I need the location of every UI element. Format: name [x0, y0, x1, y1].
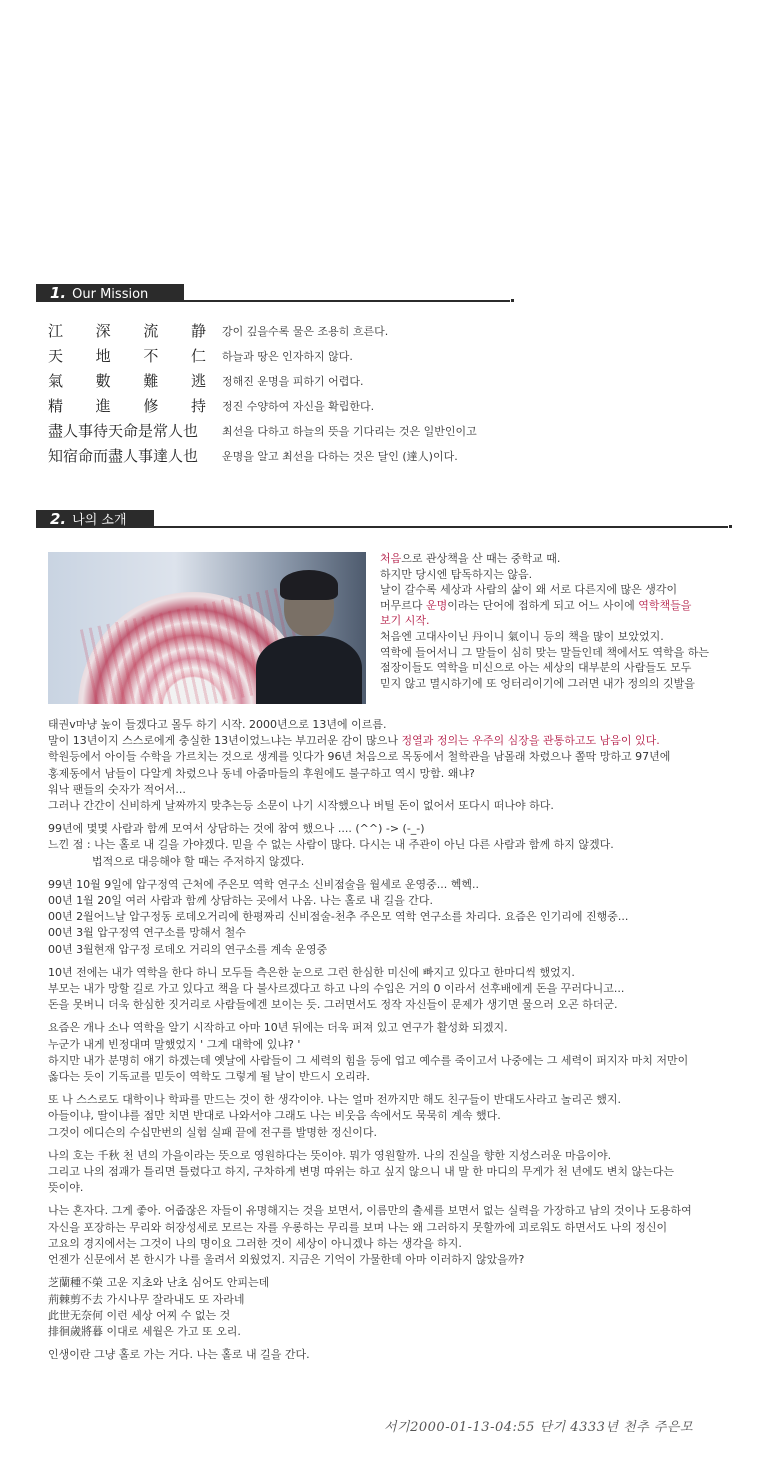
text-line: 00년 2월어느날 압구정동 로데오거리에 한평짜리 신비점술-천추 주은모 역학 연구소를 차리다. 요즘은 인기리에 진행중...	[48, 910, 629, 924]
text-line: 하지만 내가 분명히 얘기 하겠는데 옛날에 사람들이 그 세력의 힘을 등에 업고 예수를 죽이고서 나중에는 그 세력이 퍼지자 마치 저만이	[48, 1053, 689, 1067]
profile-photo	[48, 552, 366, 704]
portrait-hair	[280, 570, 338, 600]
hanja-char: 修	[143, 397, 159, 415]
section-rule	[154, 526, 728, 528]
hanja-char: 江	[48, 322, 64, 340]
highlight-text: 운명	[426, 598, 448, 612]
section-header-intro	[36, 510, 736, 528]
paragraph	[48, 965, 738, 1014]
text-line	[48, 733, 738, 749]
text-line: 00년 1월 20일 여러 사람과 함께 상담하는 곳에서 나옴. 나는 홀로 내 길을 간다.	[48, 894, 433, 908]
text-line: 10년 전에는 내가 역학을 한다 하니 모두들 측은한 눈으로 그런 한심한 미신에 빠지고 있다고 한마디씩 했었지.	[48, 965, 575, 979]
section-rule	[184, 300, 510, 302]
poem	[48, 1275, 738, 1340]
text-line: 언젠가 신문에서 본 한시가 나를 울려서 외웠었지. 지금은 기억이 가물한데 아마 이러하지 않았을까?	[48, 1253, 525, 1267]
text-line: 인생이란 그냥 홀로 가는 거다. 나는 홀로 내 길을 간다.	[48, 1348, 310, 1362]
text-line: 돈을 못버니 더욱 한심한 짓거리로 사람들에겐 보이는 듯. 그러면서도 정작 자신들이 문제가 생기면 물으러 오곤 하더군.	[48, 998, 618, 1012]
hanja-char: 持	[190, 397, 206, 415]
paragraph	[48, 1020, 738, 1085]
mission-meaning: 하늘과 땅은 인자하지 않다.	[222, 350, 353, 363]
intro-line: 날이 갈수록 세상과 사람의 삶이 왜 서로 다른지에 많은 생각이	[380, 583, 678, 597]
section-tab	[36, 510, 154, 528]
paragraph	[48, 877, 738, 958]
mission-meaning: 최선을 다하고 하늘의 뜻을 기다리는 것은 일반인이고	[222, 425, 477, 438]
mission-meaning: 운명을 알고 최선을 다하는 것은 달인 (達人)이다.	[222, 450, 458, 463]
text-line: 00년 3월 압구정역 연구소를 망해서 철수	[48, 926, 246, 940]
hanja-char: 進	[95, 397, 111, 415]
section-rule-end	[511, 299, 514, 302]
hanja-char: 流	[143, 322, 159, 340]
text-line: 그것이 에디슨의 수십만번의 실험 실패 끝에 전구를 발명한 정신이다.	[48, 1125, 377, 1139]
text: 말이 13년이지 스스로에게 충실한 13년이었느냐는 부끄러운 감이 많으나	[48, 734, 402, 748]
text-line: 나는 혼자다. 그게 좋아. 어줍잖은 자들이 유명해지는 것을 보면서, 이름만의 출세를 보면서 없는 실력을 가장하고 남의 것이나 도용하여	[48, 1204, 692, 1218]
text-line: 태권v마냥 높이 들겠다고 몰두 하기 시작. 2000년으로 13년에 이르름.	[48, 718, 387, 731]
text-line: 워낙 팬들의 숫자가 적어서...	[48, 782, 186, 796]
text: 으로 관상책을 산 때는 중학교 때.	[401, 552, 561, 565]
mission-hanja: 盡人事待天命是常人也	[48, 422, 199, 440]
intro-line: 점장이들도 역학을 미신으로 아는 세상의 대부분의 사람들도 모두	[380, 661, 692, 675]
poem-line: 排徊歲將暮 이대로 세월은 가고 또 오리.	[48, 1324, 241, 1338]
mission-meaning: 강이 깊을수록 물은 조용히 흐른다.	[222, 325, 389, 338]
text: 머무르다	[380, 598, 427, 612]
mission-meaning: 정진 수양하여 자신을 확립한다.	[222, 400, 375, 413]
section-title: Our Mission	[72, 287, 149, 302]
mission-hanja: 知宿命而盡人事達人也	[48, 447, 199, 465]
hanja-char: 深	[95, 322, 111, 340]
intro-line: 처음엔 고대사이닌 丹이니 氣이니 등의 책을 많이 보았었지.	[380, 629, 664, 643]
intro-line	[380, 598, 740, 614]
text-line: 옳다는 듯이 기독교를 믿듯이 역학도 그렇게 될 날이 반드시 오리라.	[48, 1070, 370, 1084]
hanja-char: 仁	[190, 347, 206, 365]
text-line: 누군가 내게 빈정대며 말했었지 ' 그게 대학에 있냐? '	[48, 1037, 301, 1051]
highlight-text: 역학책들을	[638, 598, 692, 612]
text-line: 자신을 포장하는 무리와 허장성세로 모르는 자를 우롱하는 무리를 보며 나는 왜 그러하지 못할까에 괴로워도 하면서도 나의 정신이	[48, 1220, 668, 1234]
section-tab	[36, 284, 184, 302]
intro-line: 하지만 당시엔 탐독하지는 않음.	[380, 567, 533, 581]
text-line: 학원등에서 아이들 수학을 가르치는 것으로 생계를 잇다가 96년 처음으로 목동에서 철학관을 남몰래 차렸으나 쫄딱 망하고 97년에	[48, 750, 671, 764]
mission-hanja	[48, 320, 206, 341]
text-line: 99년에 몇몇 사람과 함께 모여서 상담하는 것에 참여 했으나 .... (^^) -> (-_-)	[48, 822, 425, 836]
text-line: 부모는 내가 망할 길로 가고 있다고 책을 다 불사르겠다고 하고 나의 수입은 거의 0 이라서 선후배에게 돈을 꾸러다니고...	[48, 982, 625, 996]
paragraph	[48, 1092, 738, 1141]
portrait-image	[256, 562, 362, 704]
mission-meaning: 정해진 운명을 피하기 어렵다.	[222, 375, 364, 388]
hanja-char: 静	[190, 322, 206, 340]
hanja-char: 逃	[190, 372, 206, 390]
section-header-mission	[36, 284, 514, 302]
poem-line: 芝蘭種不榮 고운 지초와 난초 심어도 안피는데	[48, 1276, 270, 1290]
intro-text	[380, 551, 740, 691]
poem-line: 荊棘剪不去 가시나무 잘라내도 또 자라네	[48, 1292, 245, 1306]
paragraph	[48, 821, 738, 870]
hanja-char: 數	[95, 372, 111, 390]
hanja-char: 難	[143, 372, 159, 390]
biography-text	[48, 717, 738, 1370]
text-line: 요즘은 개나 소나 역학을 알기 시작하고 아마 10년 뒤에는 더욱 퍼져 있고 연구가 활성화 되겠지.	[48, 1021, 508, 1035]
intro-line	[380, 551, 740, 567]
hanja-char: 精	[48, 397, 64, 415]
section-rule-end	[729, 525, 732, 528]
paragraph	[48, 1148, 738, 1197]
mission-hanja	[48, 345, 206, 366]
intro-line: 믿지 않고 멸시하기에 또 엉터리이기에 그러면 내가 정의의 깃발을	[380, 676, 695, 690]
hanja-char: 天	[48, 347, 64, 365]
hanja-char: 地	[95, 347, 111, 365]
text-line: 느낀 점 : 나는 홀로 내 길을 가야겠다. 믿을 수 없는 사람이 많다. 다시는 내 주관이 아닌 다른 사람과 함께 하지 않겠다.	[48, 838, 614, 852]
poem-line: 此世无奈何 이런 세상 어찌 수 없는 것	[48, 1308, 231, 1322]
paragraph	[48, 1203, 738, 1268]
text-line: 그러나 간간이 신비하게 날짜까지 맞추는등 소문이 나기 시작했으나 버틸 돈이 없어서 또다시 떠나야 하다.	[48, 799, 554, 813]
text-line: 나의 호는 千秋 천 년의 가을이라는 뜻으로 영원하다는 뜻이야. 뭐가 영원할까. 나의 진실을 향한 지성스러운 마음이야.	[48, 1148, 612, 1162]
hanja-char: 氣	[48, 372, 64, 390]
text: 이라는 단어에 접하게 되고 어느 사이에	[447, 598, 639, 612]
highlight-text: 처음	[380, 552, 402, 565]
handwritten-signature: 서기2000-01-13-04:55 단기 4333년 천추 주은모	[384, 1420, 694, 1435]
section-number: 1.	[50, 284, 67, 302]
paragraph	[48, 717, 738, 814]
text-line: 뜻이야.	[48, 1181, 84, 1195]
portrait-body	[256, 636, 362, 704]
text-line: 홍제동에서 남들이 다알게 차렸으나 동네 아줌마들의 후원에도 불구하고 역시 망함. 왜냐?	[48, 766, 475, 780]
text-line: 00년 3월현재 압구정 로데오 거리의 연구소를 계속 운영중	[48, 942, 328, 956]
text-line: 그리고 나의 점괘가 틀리면 틀렸다고 하지, 구차하게 변명 따위는 하고 싶지 않으니 내 말 한 마디의 무게가 천 년에도 변치 않는다는	[48, 1165, 674, 1179]
section-number: 2.	[50, 510, 67, 528]
intro-line: 역학에 들어서니 그 말들이 심히 맞는 말들인데 책에서도 역학을 하는	[380, 645, 709, 659]
text-line: 또 나 스스로도 대학이나 학파를 만드는 것이 한 생각이야. 나는 얼마 전까지만 해도 친구들이 반대도사라고 놀리곤 했지.	[48, 1093, 621, 1107]
mission-hanja	[48, 370, 206, 391]
text-line: 99년 10월 9일에 압구정역 근처에 주은모 역학 연구소 신비점술을 월세로 운영중... 헥헥..	[48, 877, 479, 891]
text-line: 고요의 경지에서는 그것이 나의 명이요 그러한 것이 세상이 아니겠나 하는 생각을 하지.	[48, 1236, 462, 1250]
highlight-text: 정열과 정의는 우주의 심장을 관통하고도 남음이 있다.	[401, 734, 660, 748]
hanja-char: 不	[143, 347, 159, 365]
mission-hanja	[48, 395, 206, 416]
intro-line: 보기 시작.	[380, 614, 430, 628]
paragraph	[48, 1347, 738, 1363]
section-title: 나의 소개	[72, 513, 127, 528]
text-line: 법적으로 대응해야 할 때는 주저하지 않겠다.	[92, 854, 305, 868]
text-line: 아들이냐, 딸이냐를 점만 치면 반대로 나와서야 그래도 나는 비웃음 속에서도 묵묵히 계속 했다.	[48, 1109, 501, 1123]
